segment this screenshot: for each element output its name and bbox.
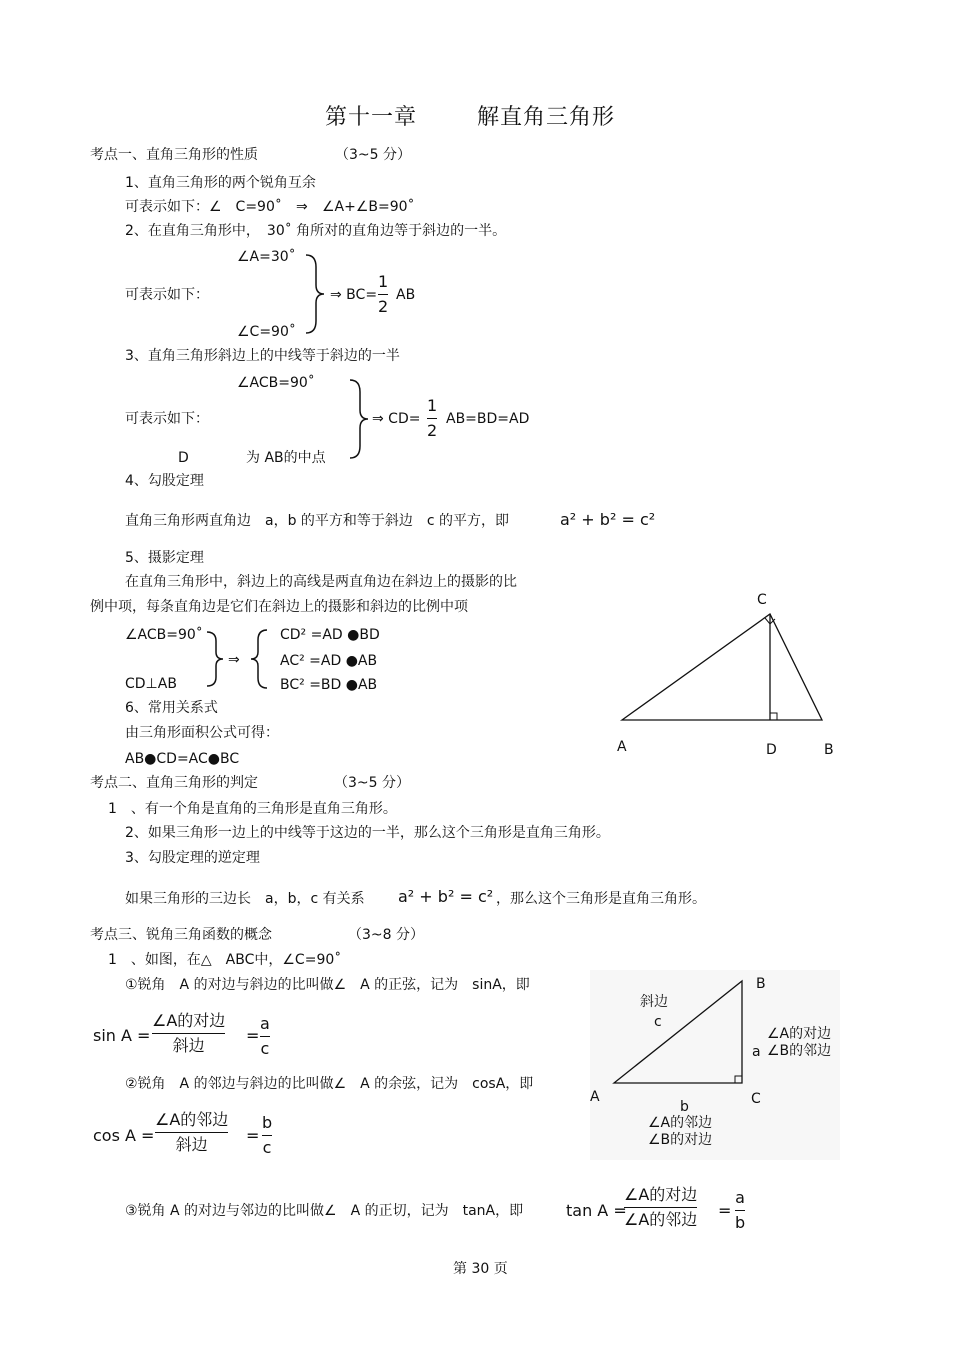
s1-item6-formula: AB●CD=AC●BC [125, 751, 240, 767]
s1-item3-fraction: 1 2 [427, 396, 438, 440]
cos-lhs: cos A = [93, 1126, 155, 1145]
section2-score: （3~5 分） [334, 775, 410, 791]
s1-item5-result1: CD² =AD ●BD [280, 627, 380, 643]
cos-definition: ②锐角 A 的邻边与斜边的比叫做∠ A 的余弦，记为 cosA，即 [125, 1076, 534, 1092]
s1-item5-cond1: ∠ACB=90˚ [125, 627, 203, 643]
tan-ratio: a b [735, 1188, 746, 1232]
s1-item4-text: 直角三角形两直角边 a，b 的平方和等于斜边 c 的平方，即 [125, 513, 510, 529]
fig1-label-a: A [617, 739, 627, 755]
s1-item3-cond2-b: 为 AB的中点 [246, 450, 326, 466]
tan-fraction: ∠A的对边 ∠A的邻边 [624, 1185, 698, 1229]
section1-heading: 考点一、直角三角形的性质 [90, 147, 258, 163]
fig1-label-c: C [757, 592, 767, 608]
s1-item2-cond1: ∠A=30˚ [237, 249, 296, 265]
s1-item4-formula: a² + b² = c² [560, 510, 656, 529]
s1-item2-cond2: ∠C=90˚ [237, 324, 296, 340]
s2-item3-formula: a² + b² = c² [398, 887, 494, 906]
s1-item2-result-a: ⇒ BC= [330, 287, 378, 303]
fig2-label-a: A [590, 1089, 600, 1105]
fig2-side-a: a [752, 1044, 761, 1060]
fig2-label-c: C [751, 1091, 761, 1107]
cos-equals: = [246, 1126, 260, 1145]
s1-item2: 2、在直角三角形中， 30˚ 角所对的直角边等于斜边的一半。 [125, 223, 507, 239]
fig2-note-a-opposite: ∠A的对边 [767, 1026, 832, 1042]
cos-fraction: ∠A的邻边 斜边 [155, 1110, 229, 1154]
section3-heading: 考点三、锐角三角函数的概念 [90, 927, 272, 943]
fig2-side-c: c [654, 1014, 662, 1030]
s1-item1-expr-b: ∠A+∠B=90˚ [322, 199, 415, 215]
s1-item3-cond2-a: D [178, 450, 189, 466]
fig2-note-b-adjacent: ∠B的邻边 [767, 1043, 832, 1059]
left-brace-icon [248, 628, 270, 690]
fig1-label-b: B [824, 742, 834, 758]
s1-item3-result-b: AB=BD=AD [446, 411, 530, 427]
s2-item3-text-a: 如果三角形的三边长 a，b，c 有关系 [125, 891, 365, 907]
s1-item5: 5、摄影定理 [125, 550, 204, 566]
fig2-hypotenuse-label: 斜边 [640, 994, 668, 1010]
triangle-altitude-figure [600, 586, 850, 761]
s1-item3-cond1: ∠ACB=90˚ [237, 375, 315, 391]
s1-item5-result2: AC² =AD ●AB [280, 653, 378, 669]
s1-item3: 3、直角三角形斜边上的中线等于斜边的一半 [125, 348, 400, 364]
s1-item1: 1、直角三角形的两个锐角互余 [125, 175, 316, 191]
s1-item5-text1: 在直角三角形中，斜边上的高线是两直角边在斜边上的摄影的比 [125, 574, 517, 590]
s1-item2-label: 可表示如下： [125, 287, 209, 303]
sin-ratio: a c [260, 1014, 270, 1058]
s1-item4: 4、勾股定理 [125, 473, 204, 489]
tan-definition: ③锐角 A 的对边与邻边的比叫做∠ A 的正切，记为 tanA，即 [125, 1203, 524, 1219]
s2-item2: 2、如果三角形一边上的中线等于这边的一半，那么这个三角形是直角三角形。 [125, 825, 610, 841]
sin-lhs: sin A = [93, 1026, 151, 1045]
s1-item3-label: 可表示如下： [125, 411, 209, 427]
fig2-label-b: B [756, 976, 766, 992]
right-brace-icon [204, 630, 226, 688]
fig2-note-a-adjacent: ∠A的邻边 [648, 1115, 713, 1131]
s2-item3: 3、勾股定理的逆定理 [125, 850, 260, 866]
s3-item1: 1 、如图，在△ ABC中，∠C=90˚ [108, 952, 342, 968]
fig2-side-b: b [680, 1099, 689, 1115]
s1-item5-result3: BC² =BD ●AB [280, 677, 378, 693]
s1-item2-result-b: AB [396, 287, 416, 303]
sin-equals: = [246, 1026, 260, 1045]
s1-item1-expr-a: 可表示如下：∠ C=90˚ [125, 199, 282, 215]
right-brace-icon [346, 378, 370, 460]
implies-arrow: ⇒ [228, 652, 240, 668]
section2-heading: 考点二、直角三角形的判定 [90, 775, 258, 791]
section3-score: （3~8 分） [348, 927, 424, 943]
chapter-title: 第十一章 [325, 105, 418, 130]
sin-definition: ①锐角 A 的对边与斜边的比叫做∠ A 的正弦，记为 sinA，即 [125, 977, 530, 993]
s2-item3-text-b: ，那么这个三角形是直角三角形。 [496, 891, 706, 907]
triangle-abc-figure [590, 970, 840, 1160]
fig2-note-b-opposite: ∠B的对边 [648, 1132, 713, 1148]
s1-item5-text2: 例中项，每条直角边是它们在斜边上的摄影和斜边的比例中项 [90, 599, 468, 615]
s1-item2-fraction: 1 2 [378, 272, 389, 316]
fig1-label-d: D [766, 742, 777, 758]
s1-item3-result-a: ⇒ CD= [372, 411, 421, 427]
s1-item6: 6、常用关系式 [125, 700, 218, 716]
tan-lhs: tan A = [566, 1201, 627, 1220]
page-number: 第 30 页 [453, 1261, 508, 1277]
implies-arrow: ⇒ [296, 199, 308, 215]
s1-item5-cond2: CD⊥AB [125, 676, 177, 692]
s1-item6-text: 由三角形面积公式可得： [125, 725, 279, 741]
sin-fraction: ∠A的对边 斜边 [152, 1011, 226, 1055]
chapter-name: 解直角三角形 [477, 105, 616, 130]
cos-ratio: b c [262, 1113, 273, 1157]
s2-item1: 1 、有一个角是直角的三角形是直角三角形。 [108, 801, 397, 817]
section1-score: （3~5 分） [335, 147, 411, 163]
tan-equals: = [718, 1201, 732, 1220]
right-brace-icon [302, 253, 326, 335]
